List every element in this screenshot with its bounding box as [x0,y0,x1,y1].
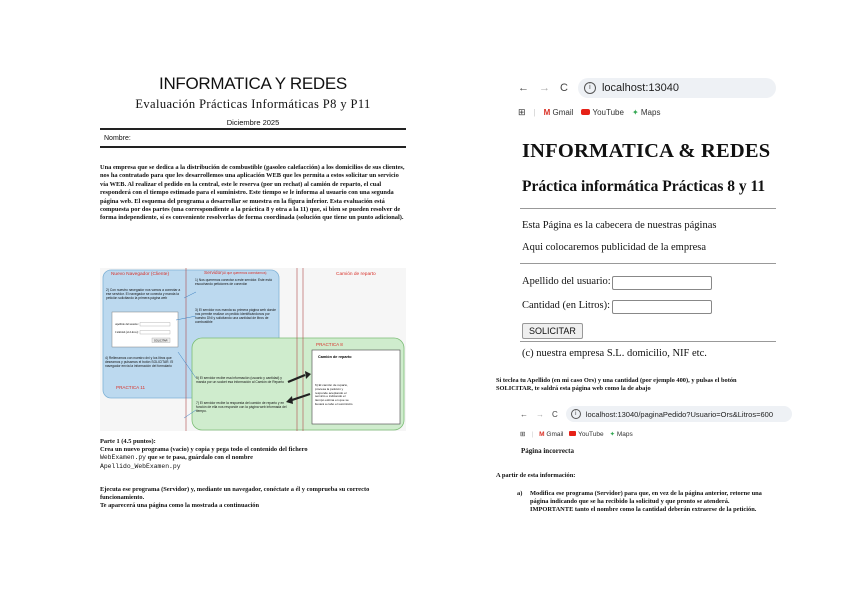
apellido-label: Apellido del usuario: [522,276,611,287]
filename: Apellido_WebExamen.py [100,462,181,470]
address-bar[interactable] [578,78,776,98]
divider [520,263,776,264]
step6-box: 6) El camión de reparto, procesa la petición y responde aceptando el servicio e indicando el tiempo estima en que se llevará a cabo el suministro [315,384,353,406]
form-thumb-label1: Apellido del usuario: [115,323,139,326]
name-label: Nombre: [104,135,131,142]
bookmark-youtube[interactable]: YouTube [569,431,603,438]
divider [520,341,776,342]
form-thumb-field1 [140,323,170,327]
parte1-line: WebExamen.py que se te pasa, guárdalo con el nombre [100,454,253,462]
parte1-paragraph [100,438,406,471]
ejecuta-paragraph: Ejecuta ese programa (Servidor) y, mediante un navegador, conéctate a él y comprueba su correcto funcionamiento. Te aparecerá una página como la mostrada a continuación [100,486,370,510]
incorrect-page-text: Página incorrecta [521,447,574,455]
reload-icon[interactable]: C [552,409,558,419]
header-line: Aqui colocaremos publicidad de la empresa [522,242,706,253]
col-server-label: Servidor [204,271,222,276]
apellido-input[interactable] [612,276,712,290]
step5-box: 5) El servidor recibe esa información (usuario y cantidad) y manda por un socket esa información al Camión de Reparto [196,376,284,384]
system-diagram [100,268,406,431]
col-server-note: (Al que queremos conectarnos) [222,271,267,275]
form-thumb-field2 [140,331,170,335]
page-subtitle: Práctica informática Prácticas 8 y 11 [522,178,766,195]
url-text[interactable]: localhost:13040/paginaPedido?Usuario=Ors&Litros=600 [585,409,773,419]
reload-icon[interactable]: C [560,82,568,94]
divider [520,208,776,209]
step3-box: 3) El servidor nos manda su primera página web donde nos permite realizar un pedido identificándonos por nuestro DNI y solicitando una cantidad de litros de combustible [195,308,277,324]
form-thumb-button-label: SOLICITAR [154,339,168,343]
step7-box: 7) El servidor recibe la respuesta del camión de reparto y en función de ella nos responde con la página web informada del tiempo. [196,401,287,413]
divider [100,146,406,148]
url-text[interactable]: localhost:13040 [601,82,680,94]
form-thumb-label2: Cantidad (en Litros): [115,331,139,334]
maps-icon: ✦ [631,107,639,117]
parte1-line: Crea un nuevo programa (vacio) y copia y pega todo el contenido del fichero [100,446,308,454]
youtube-icon [569,431,576,436]
page-footer: (c) nuestra empresa S.L. domicilio, NIF etc. [522,348,707,359]
bookmark-youtube[interactable]: YouTube [581,108,624,117]
col-client-label: Nuevo Navegador (Cliente) [110,272,170,277]
step2-box: 2) Con nuestro navegador nos vamos a conectar a ese servidor. El navegador se conecta y manda la petición solicitando la primera página web [106,288,181,300]
maps-icon: ✦ [609,431,616,438]
filename: WebExamen.py [100,454,147,462]
document-subtitle: Evaluación Prácticas Informáticas P8 y P11 [135,97,371,111]
parte1-heading: Parte 1 (4.5 puntos): [100,438,156,445]
solicitar-button[interactable]: SOLICITAR [522,323,583,339]
forward-arrow-icon[interactable]: → [539,82,550,94]
bookmark-separator: | [531,430,534,438]
practica8-label: PRACTICA 8 [316,342,343,347]
address-bar[interactable] [566,406,792,422]
practica11-label: PRACTICA 11 [116,385,146,390]
truck-box-title: Camión de reparto [318,355,352,359]
browser-toolbar-2 [520,404,792,424]
back-arrow-icon[interactable]: ← [520,409,528,419]
gmail-icon: M [539,430,545,438]
apps-grid-icon[interactable]: ⊞ [518,106,526,117]
section-heading: A partir de esta información: [496,472,576,479]
bookmark-gmail[interactable]: M Gmail [539,430,564,438]
step1-box: 1) Nos queremos conectar a este servidor. Este está escuchando peticiones de conexión [195,278,272,286]
bookmarks-bar [518,104,776,120]
gmail-icon: M [543,107,551,117]
instruction-paragraph: Si teclea tu Apellido (en mi caso Ors) y una cantidad (por ejemplo 400), y pulsas el botón SOLICITAR, te saldrá esta página web como la de abajo [496,377,737,393]
site-info-icon[interactable]: i [571,409,581,419]
col-truck-label: Camión de reparto [336,272,376,277]
site-info-icon[interactable]: i [584,82,596,94]
browser-toolbar [518,75,776,101]
cantidad-input[interactable] [612,300,712,314]
youtube-icon [581,109,590,115]
cantidad-label: Cantidad (en Litros): [522,300,611,311]
step4-box: 4) Rellenamos con nuestro dni y los litros que deseamos y pulsamos el botón SOLICITAR. El navegador envía la información del formulario [105,356,174,368]
intro-paragraph: Una empresa que se dedica a la distribución de combustible (gasoleo calefacción) a los domicilios de sus clientes, nos ha contratado para que les desarrollemos una aplicación WEB que les permita a estos solicitar un servicio vía WEB. Al realizar el pedido en la central, este le reserva (por un rechat) al camión de reparto, el cual responderá con el tiempo estimado para el suministro. Este tiempo se le informa al usuario con una segunda página web. El esquema del programa a desarrollar se muestra en la figura inferior. Esta evaluación está compuesta por dos partes (una correspondiente a la práctica 8 y otra a la 11) que, si bien se pueden resolver de forma independiente, sí es conveniente resolverlas de forma coordinada (solución que tiene un punto adicional). [100,164,405,222]
forward-arrow-icon[interactable]: → [536,409,544,419]
list-item: Modifica ese programa (Servidor) para que, en vez de la página anterior, retorne una página indicando que se ha recibido la solicitud y que pronto se atenderá. IMPORTANTE tanto el nombre como la cantidad deberán extraerse de la petición. [530,490,762,514]
apps-grid-icon[interactable]: ⊞ [520,431,526,438]
document-title: INFORMATICA Y REDES [159,74,347,93]
back-arrow-icon[interactable]: ← [518,82,529,94]
bookmark-separator: | [533,107,536,117]
bookmark-gmail[interactable]: M Gmail [543,107,574,117]
divider [100,128,406,130]
bookmark-maps[interactable]: ✦ Maps [609,431,633,438]
document-date: Diciembre 2025 [226,118,280,127]
header-line: Esta Página es la cabecera de nuestras páginas [522,220,717,231]
bookmark-maps[interactable]: ✦ Maps [631,107,661,117]
list-marker: a) [517,490,523,497]
bookmarks-bar-2 [520,428,792,440]
page-title: INFORMATICA & REDES [522,140,771,162]
